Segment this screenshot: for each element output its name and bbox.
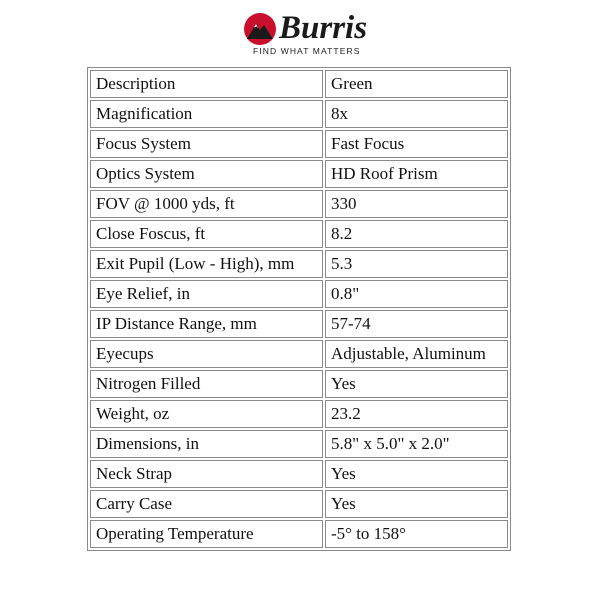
spec-value: Yes <box>325 460 508 488</box>
spec-value: Adjustable, Aluminum <box>325 340 508 368</box>
spec-label: Magnification <box>90 100 323 128</box>
spec-label: Exit Pupil (Low - High), mm <box>90 250 323 278</box>
spec-value: 330 <box>325 190 508 218</box>
spec-row <box>90 280 508 308</box>
spec-table-body <box>90 70 508 548</box>
spec-value: Fast Focus <box>325 130 508 158</box>
spec-label: Operating Temperature <box>90 520 323 548</box>
spec-row <box>90 190 508 218</box>
spec-value: 8.2 <box>325 220 508 248</box>
spec-row <box>90 310 508 338</box>
spec-value: Yes <box>325 370 508 398</box>
spec-label: FOV @ 1000 yds, ft <box>90 190 323 218</box>
spec-value: 0.8" <box>325 280 508 308</box>
spec-row <box>90 490 508 518</box>
spec-value: -5° to 158° <box>325 520 508 548</box>
spec-label: Close Foscus, ft <box>90 220 323 248</box>
spec-row <box>90 400 508 428</box>
brand-tagline: FIND WHAT MATTERS <box>253 46 361 56</box>
spec-row <box>90 130 508 158</box>
spec-value: 8x <box>325 100 508 128</box>
spec-label: Nitrogen Filled <box>90 370 323 398</box>
spec-label: Optics System <box>90 160 323 188</box>
spec-row <box>90 100 508 128</box>
brand-logo <box>0 10 608 56</box>
spec-row <box>90 220 508 248</box>
spec-value: HD Roof Prism <box>325 160 508 188</box>
spec-value: 5.3 <box>325 250 508 278</box>
spec-row <box>90 520 508 548</box>
brand-name: Burris <box>279 10 368 46</box>
spec-row <box>90 160 508 188</box>
spec-row <box>90 460 508 488</box>
spec-value: 5.8" x 5.0" x 2.0" <box>325 430 508 458</box>
spec-value: 23.2 <box>325 400 508 428</box>
spec-row <box>90 340 508 368</box>
spec-label: Weight, oz <box>90 400 323 428</box>
spec-value: Green <box>325 70 508 98</box>
spec-row <box>90 370 508 398</box>
spec-value: Yes <box>325 490 508 518</box>
spec-label: Eye Relief, in <box>90 280 323 308</box>
spec-label: Carry Case <box>90 490 323 518</box>
spec-label: Dimensions, in <box>90 430 323 458</box>
spec-row <box>90 430 508 458</box>
spec-label: Eyecups <box>90 340 323 368</box>
spec-row <box>90 70 508 98</box>
spec-label: Focus System <box>90 130 323 158</box>
spec-label: Description <box>90 70 323 98</box>
spec-table <box>87 67 511 551</box>
spec-label: IP Distance Range, mm <box>90 310 323 338</box>
spec-row <box>90 250 508 278</box>
spec-label: Neck Strap <box>90 460 323 488</box>
spec-value: 57-74 <box>325 310 508 338</box>
mountain-emblem-icon <box>243 12 277 46</box>
